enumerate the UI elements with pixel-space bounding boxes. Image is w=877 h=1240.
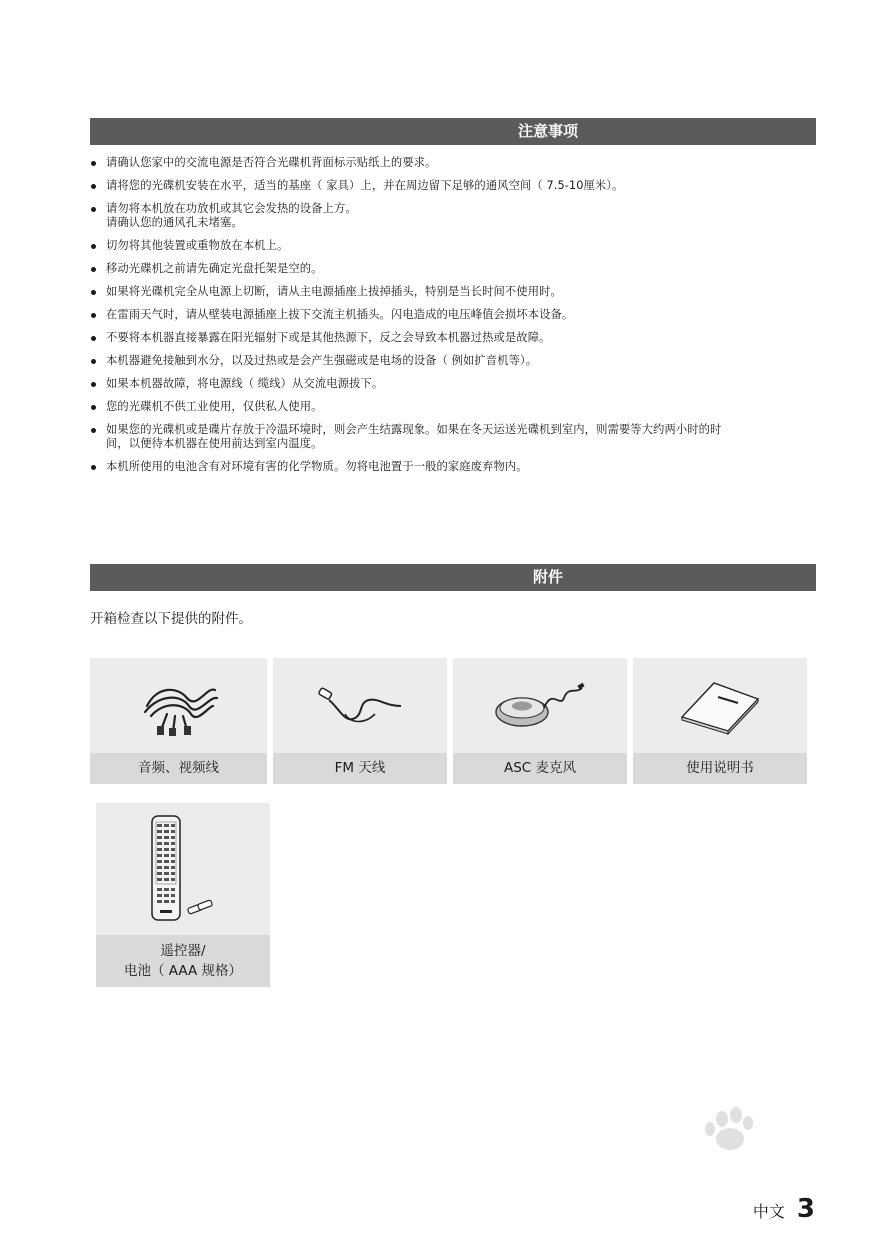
caution-text: 请将您的光碟机安装在水平，适当的基座（ 家具）上，并在周边留下足够的通风空间（ 7.5-10厘米）。	[106, 179, 624, 192]
caution-text: 本机所使用的电池含有对环境有害的化学物质。勿将电池置于一般的家庭废弃物内。	[106, 460, 528, 473]
accessory-picture	[96, 803, 270, 934]
caution-text: 如果将光碟机完全从电源上切断，请从主电源插座上拔掉插头，特别是当长时间不使用时。	[106, 285, 562, 298]
accessory-card-remote-control	[96, 803, 270, 987]
accessories-header	[90, 564, 816, 591]
caution-text: 不要将本机器直接暴露在阳光辐射下或是其他热源下，反之会导致本机器过热或是故障。	[106, 331, 551, 344]
footer-language: 中文	[752, 1202, 785, 1221]
caution-item	[90, 308, 820, 322]
accessory-label-line: 遥控器/	[160, 943, 206, 959]
caution-text: 本机器避免接触到水分，以及过热或是会产生强磁或是电场的设备（ 例如扩音机等）。	[106, 354, 538, 367]
caution-title: 注意事项	[517, 122, 578, 140]
fm-antenna-icon	[315, 684, 405, 728]
accessory-label: 使用说明书	[633, 753, 807, 784]
caution-list	[90, 150, 820, 474]
caution-item	[90, 179, 820, 193]
caution-item	[90, 460, 820, 474]
asc-microphone-icon	[494, 678, 586, 734]
accessory-picture	[273, 658, 447, 753]
accessory-picture	[90, 658, 267, 753]
caution-item	[90, 423, 820, 451]
accessory-card-fm-antenna	[273, 658, 447, 784]
user-manual-icon	[678, 677, 762, 735]
accessory-card-user-manual	[633, 658, 807, 784]
caution-text: 切勿将其他装置或重物放在本机上。	[106, 239, 289, 252]
caution-text: 如果您的光碟机或是碟片存放于冷温环境时，则会产生结露现象。如果在冬天运送光碟机到室内，则需要等大约两小时的时	[106, 423, 722, 436]
accessory-card-asc-microphone	[453, 658, 627, 784]
caution-item	[90, 262, 820, 276]
accessory-label-line: 电池（ AAA 规格）	[123, 963, 243, 979]
caution-item	[90, 239, 820, 253]
caution-item	[90, 354, 820, 368]
caution-text: 移动光碟机之前请先确定光盘托架是空的。	[106, 262, 323, 275]
baidu-paw-logo-icon	[620, 1105, 820, 1205]
caution-item	[90, 202, 820, 230]
caution-item	[90, 331, 820, 345]
accessory-label: 音频、视频线	[90, 753, 267, 784]
page-number: 3	[796, 1194, 815, 1224]
caution-text: 在雷雨天气时，请从壁装电源插座上拔下交流主机插头。闪电造成的电压峰值会损坏本设备。	[106, 308, 574, 321]
caution-text: 请勿将本机放在功放机或其它会发热的设备上方。	[106, 202, 357, 215]
accessory-card-av-cable	[90, 658, 267, 784]
caution-item	[90, 285, 820, 299]
caution-text: 如果本机器故障，将电源线（ 缆线）从交流电源拔下。	[106, 377, 384, 390]
caution-header	[90, 118, 816, 145]
accessory-label	[96, 935, 270, 987]
accessories-title: 附件	[532, 568, 563, 586]
caution-item	[90, 377, 820, 391]
accessories-intro: 开箱检查以下提供的附件。	[90, 611, 252, 627]
page-footer	[753, 1194, 815, 1224]
av-cable-icon	[137, 676, 221, 736]
caution-text: 您的光碟机不供工业使用，仅供私人使用。	[106, 400, 323, 413]
caution-text: 间，以便待本机器在使用前达到室内温度。	[106, 437, 323, 450]
caution-text: 请确认您的通风孔未堵塞。	[106, 216, 243, 229]
caution-item	[90, 156, 820, 170]
accessory-picture	[453, 658, 627, 753]
baidu-watermark	[620, 1105, 820, 1205]
caution-item	[90, 400, 820, 414]
accessory-label: FM 天线	[273, 753, 447, 784]
remote-control-icon	[148, 814, 218, 924]
accessory-picture	[633, 658, 807, 753]
accessory-label: ASC 麦克风	[453, 753, 627, 784]
caution-text: 请确认您家中的交流电源是否符合光碟机背面标示贴纸上的要求。	[106, 156, 437, 169]
